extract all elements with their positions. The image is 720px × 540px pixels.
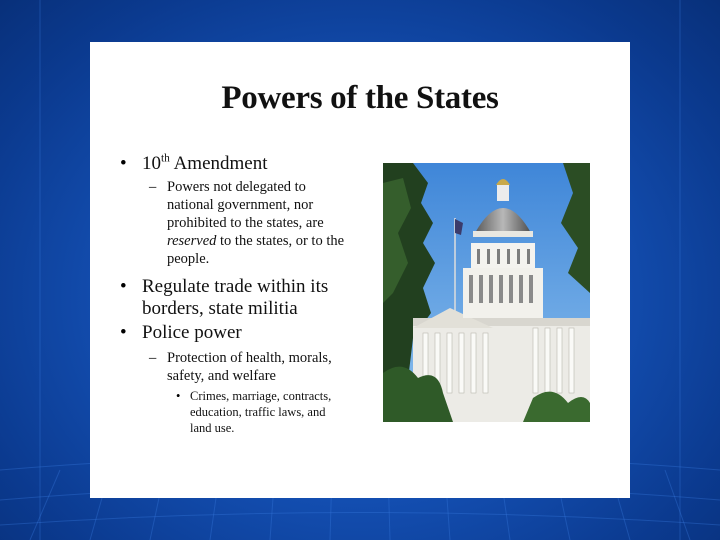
bullet-regulate-trade: Regulate trade within its borders, state militia	[142, 276, 329, 319]
bullet-marker: •	[120, 276, 127, 297]
bullet-police-power: Police power	[142, 322, 242, 343]
sub-sub-bullet-crimes: Crimes, marriage, contracts, education, traffic laws, and land use.	[190, 389, 332, 435]
sub-bullet-powers-not-delegated: Powers not delegated to national government, nor prohibited to the states, are reserved to the states, or to the people.	[167, 179, 345, 267]
bullet-marker: •	[120, 322, 127, 343]
sub-bullet-protection: Protection of health, morals, safety, and welfare	[167, 350, 332, 384]
bullet-marker: •	[176, 389, 181, 403]
reserved-italic: reserved	[167, 233, 217, 249]
bullet-marker: •	[120, 153, 127, 174]
capitol-building-photo	[383, 163, 590, 422]
slide-title: Powers of the States	[221, 80, 499, 116]
dash-marker: –	[149, 350, 157, 366]
bullet-10th-amendment: 10th Amendment	[142, 152, 268, 174]
dash-marker: –	[149, 179, 157, 195]
